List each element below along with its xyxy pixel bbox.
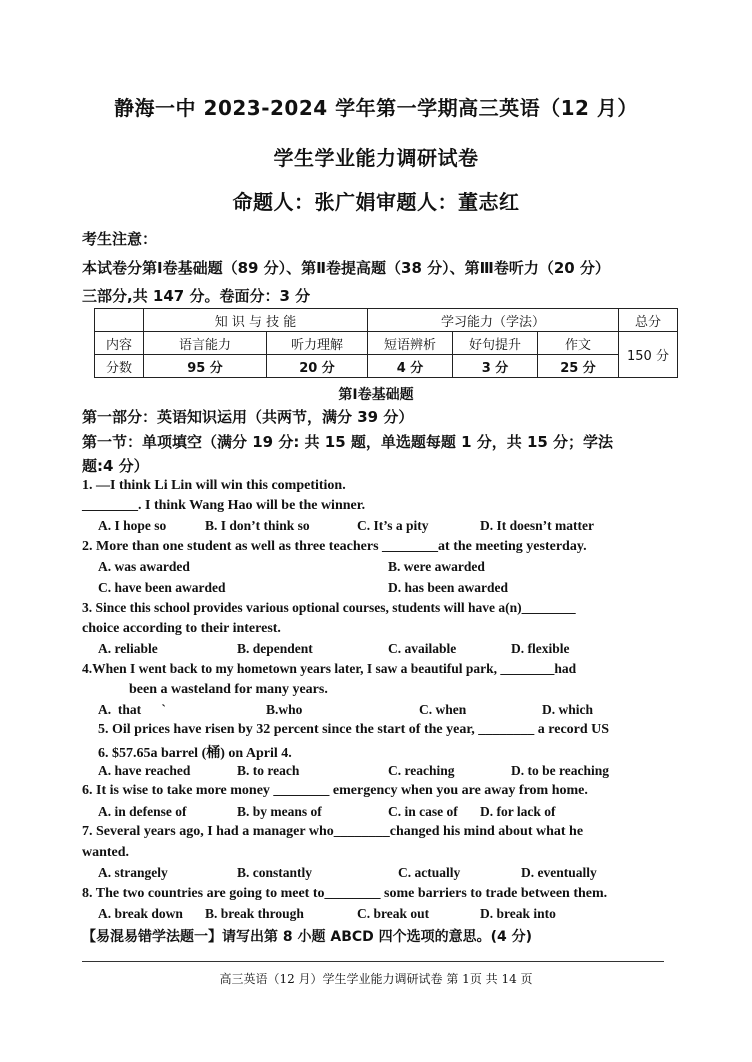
question-3-line-2: choice according to their interest. [82,621,281,636]
question-1-line-2: ________. I think Wang Hao will be the winner. [82,498,366,513]
score-writing: 25 分 [538,355,619,378]
q6-option-a: A. in defense of [98,804,187,819]
q8-option-c: C. break out [357,906,430,921]
ability-header: 学习能力（学法） [368,309,619,332]
score-listening: 20 分 [267,355,368,378]
exam-authors: 命题人：张广娟审题人：董志红 [232,190,520,214]
q2-option-d: D. has been awarded [388,580,509,595]
question-6: 6. It is wise to take more money ________ emergency when you are away from home. [82,783,588,798]
q6-option-d: D. for lack of [480,804,556,819]
col-phrase: 短语辨析 [368,332,453,355]
question-1: 1. —I think Li Lin will win this competition. [82,478,346,493]
q7-option-c: C. actually [398,865,461,880]
knowledge-header: 知 识 与 技 能 [144,309,368,332]
q3-option-c: C. available [388,641,457,656]
question-7: 7. Several years ago, I had a manager who________changed his mind about what he [82,824,584,839]
q8-option-b: B. break through [205,906,304,921]
page-footer: 高三英语（12 月）学生学业能力调研试卷 第 1页 共 14 页 [219,972,533,986]
volume-heading: 第Ⅰ卷基础题 [338,387,414,403]
q7-option-d: D. eventually [521,865,597,880]
question-4-line-2: been a wasteland for many years. [129,682,328,697]
question-8: 8. The two countries are going to meet to________ some barriers to trade between them. [82,886,608,901]
col-language: 语言能力 [144,332,267,355]
score-sentence: 3 分 [453,355,538,378]
q4-option-c: C. when [419,702,467,717]
q3-option-d: D. flexible [511,641,570,656]
score-table-corner [95,309,144,332]
exam-title: 静海一中 2023-2024 学年第一学期高三英语（12 月） [114,96,638,120]
q5-option-a: A. have reached [98,763,191,778]
q1-option-a: A. I hope so [98,518,167,533]
notice-label: 考生注意： [82,230,158,248]
q2-option-a: A. was awarded [98,559,190,574]
question-2: 2. More than one student as well as three teachers ________at the meeting yesterday. [82,539,587,554]
q4-option-d: D. which [542,702,594,717]
question-3: 3. Since this school provides various optional courses, students will have a(n)________ [82,600,576,615]
q2-option-b: B. were awarded [388,559,485,574]
q1-option-c: C. It’s a pity [357,518,429,533]
question-5-line-2: 6. $57.65a barrel (桶) on April 4. [98,746,292,761]
total-header: 总分 [619,309,678,332]
q6-option-c: C. in case of [388,804,458,819]
section-one-heading-cont: 题:4 分） [82,457,149,475]
row-content-label: 内容 [95,332,144,355]
q5-option-c: C. reaching [388,763,455,778]
q3-option-a: A. reliable [98,641,158,656]
q5-option-b: B. to reach [237,763,300,778]
section-one-heading: 第一节：单项填空（满分 19 分: 共 15 题，单选题每题 1 分，共 15 分；学法 [82,433,614,451]
exam-subtitle: 学生学业能力调研试卷 [273,146,479,170]
score-table [94,308,678,378]
footer-divider [82,961,664,962]
question-5: 5. Oil prices have risen by 32 percent since the start of the year, ________ a record US [98,722,610,737]
q7-option-a: A. strangely [98,865,168,880]
q3-option-b: B. dependent [237,641,313,656]
notice-line-1: 本试卷分第Ⅰ卷基础题（89 分）、第Ⅱ卷提高题（38 分）、第Ⅲ卷听力（20 分） [82,259,610,277]
q7-option-b: B. constantly [237,865,313,880]
q8-option-d: D. break into [480,906,556,921]
col-listening: 听力理解 [267,332,368,355]
notice-line-2: 三部分,共 147 分。卷面分：3 分 [82,287,311,305]
col-writing: 作文 [538,332,619,355]
question-4: 4.When I went back to my hometown years later, I saw a beautiful park, ________had [82,661,577,676]
total-score: 150 分 [619,332,678,378]
q5-option-d: D. to be reaching [511,763,609,778]
learning-method-task: 【易混易错学法题一】请写出第 8 小题 ABCD 四个选项的意思。(4 分) [82,929,533,945]
row-score-label: 分数 [95,355,144,378]
score-language: 95 分 [144,355,267,378]
part-one-heading: 第一部分：英语知识运用（共两节，满分 39 分） [82,408,414,426]
q1-option-d: D. It doesn’t matter [480,518,594,533]
col-sentence: 好句提升 [453,332,538,355]
score-phrase: 4 分 [368,355,453,378]
q4-option-a: A. that ` [98,702,166,717]
q4-option-b: B.who [266,702,303,717]
q6-option-b: B. by means of [237,804,322,819]
q8-option-a: A. break down [98,906,183,921]
q2-option-c: C. have been awarded [98,580,226,595]
q1-option-b: B. I don’t think so [205,518,310,533]
question-7-line-2: wanted. [82,845,130,860]
